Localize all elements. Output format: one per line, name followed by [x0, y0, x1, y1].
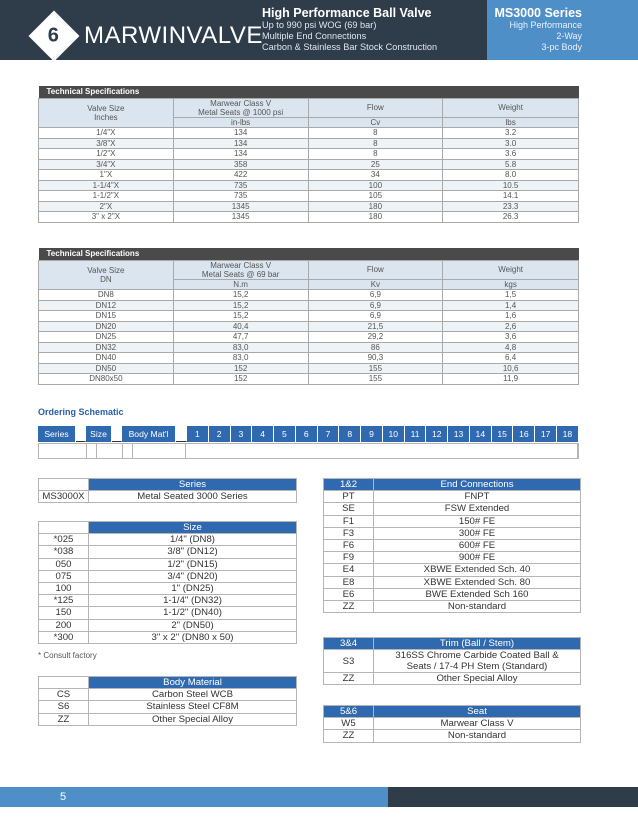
size-table: [38, 521, 297, 644]
option-row: [39, 689, 297, 701]
table-cell: 105: [308, 191, 443, 202]
option-code: ZZ: [324, 730, 374, 742]
option-row: [39, 534, 297, 546]
option-row: [324, 503, 581, 515]
table-cell: 47,7: [173, 332, 308, 343]
tech-spec-table-metric: [38, 248, 579, 385]
code-header: [39, 479, 89, 491]
table-cell: DN20: [39, 321, 174, 332]
option-row: [324, 527, 581, 539]
blank-cell: [186, 444, 578, 458]
column-header-size: Valve Size Inches: [39, 98, 174, 128]
option-header: Series: [89, 479, 297, 491]
schematic-separator: [76, 426, 86, 442]
option-header: Trim (Ball / Stem): [374, 638, 581, 650]
schematic-label: Series: [38, 426, 76, 442]
table-cell: 3.2: [443, 128, 579, 139]
option-row: [39, 582, 297, 594]
blank-cell: [123, 444, 133, 458]
logo-diamond-icon: 6: [29, 11, 80, 62]
option-row: [39, 607, 297, 619]
table-cell: 10.5: [443, 180, 579, 191]
page-number: 5: [60, 791, 67, 803]
table-cell: DN8: [39, 290, 174, 301]
table-row: [39, 332, 579, 343]
schematic-position: 12: [426, 426, 448, 442]
table-row: [39, 201, 579, 212]
option-row: [324, 576, 581, 588]
table-cell: 34: [308, 170, 443, 181]
table-caption: Technical Specifications: [39, 86, 579, 98]
column-header-flow: Flow: [308, 260, 443, 279]
table-cell: 134: [173, 138, 308, 149]
code-header: [39, 677, 89, 689]
table-cell: 3/8"X: [39, 138, 174, 149]
option-description: 300# FE: [374, 527, 581, 539]
table-cell: 3" x 2"X: [39, 212, 174, 223]
table-cell: 134: [173, 128, 308, 139]
option-code: MS3000X: [39, 491, 89, 503]
table-cell: 134: [173, 149, 308, 160]
table-cell: 1"X: [39, 170, 174, 181]
table-cell: 21,5: [308, 321, 443, 332]
option-description: 316SS Chrome Carbide Coated Ball & Seats / 17-4 PH Stem (Standard): [374, 650, 581, 673]
option-header: End Connections: [374, 479, 581, 491]
schematic-position: 8: [339, 426, 361, 442]
subtitle-line: Carbon & Stainless Bar Stock Construction: [262, 42, 438, 52]
option-row: [324, 515, 581, 527]
schematic-label: Body Mat'l: [122, 426, 176, 442]
table-cell: 358: [173, 159, 308, 170]
table-cell: 735: [173, 191, 308, 202]
option-row: [324, 650, 581, 673]
schematic-position: 17: [535, 426, 557, 442]
table-cell: 180: [308, 212, 443, 223]
schematic-position: 9: [361, 426, 383, 442]
table-cell: 26.3: [443, 212, 579, 223]
subtitle-line: Multiple End Connections: [262, 31, 367, 41]
option-description: Non-standard: [374, 730, 581, 742]
table-cell: 23.3: [443, 201, 579, 212]
table-cell: 86: [308, 342, 443, 353]
schematic-position: 5: [274, 426, 296, 442]
option-code: E8: [324, 576, 374, 588]
option-description: 900# FE: [374, 552, 581, 564]
option-code: ZZ: [324, 600, 374, 612]
column-header-flow: Flow: [308, 98, 443, 117]
option-row: [39, 491, 297, 503]
table-row: [39, 159, 579, 170]
table-cell: DN40: [39, 353, 174, 364]
option-code: F1: [324, 515, 374, 527]
table-row: [39, 300, 579, 311]
option-code: S3: [324, 650, 374, 673]
table-cell: 5.8: [443, 159, 579, 170]
table-row: [39, 321, 579, 332]
option-description: Non-standard: [374, 600, 581, 612]
table-row: [39, 191, 579, 202]
table-caption: Technical Specifications: [39, 248, 579, 260]
option-description: FNPT: [374, 491, 581, 503]
footer-right-band: [388, 787, 638, 807]
table-cell: 8: [308, 149, 443, 160]
series-table: [38, 478, 297, 503]
option-code: F3: [324, 527, 374, 539]
table-row: [39, 138, 579, 149]
brand-name: MARWINVALVE: [84, 22, 263, 49]
schematic-separator: [112, 426, 122, 442]
option-code: 100: [39, 582, 89, 594]
blank-cell: [133, 444, 187, 458]
page-title: High Performance Ball Valve: [262, 6, 432, 20]
subtitle-line: Up to 990 psi WOG (69 bar): [262, 20, 377, 30]
option-description: Carbon Steel WCB: [89, 689, 297, 701]
option-description: Other Special Alloy: [89, 713, 297, 725]
schematic-position: 13: [448, 426, 470, 442]
option-description: FSW Extended: [374, 503, 581, 515]
option-row: [39, 631, 297, 643]
unit-cell: Kv: [308, 279, 443, 290]
table-cell: 155: [308, 363, 443, 374]
table-cell: DN15: [39, 311, 174, 322]
option-description: Marwear Class V: [374, 718, 581, 730]
table-cell: 6,9: [308, 300, 443, 311]
table-row: [39, 180, 579, 191]
table-cell: 155: [308, 374, 443, 385]
table-cell: 1/2"X: [39, 149, 174, 160]
option-code: 050: [39, 558, 89, 570]
table-cell: 15,2: [173, 311, 308, 322]
table-cell: DN80x50: [39, 374, 174, 385]
body-material-table: [38, 676, 297, 726]
option-row: [39, 619, 297, 631]
table-cell: 152: [173, 374, 308, 385]
option-description: XBWE Extended Sch. 80: [374, 576, 581, 588]
schematic-position: 16: [513, 426, 535, 442]
table-cell: DN12: [39, 300, 174, 311]
schematic-separator: [176, 426, 187, 442]
option-row: [39, 558, 297, 570]
table-cell: 15,2: [173, 290, 308, 301]
table-cell: 180: [308, 201, 443, 212]
page-footer: [0, 787, 638, 807]
schematic-label: Size: [86, 426, 112, 442]
table-row: [39, 212, 579, 223]
table-cell: 3.0: [443, 138, 579, 149]
table-cell: 4,8: [443, 342, 579, 353]
tech-spec-table-imperial: [38, 86, 579, 223]
table-row: [39, 149, 579, 160]
schematic-position: 18: [557, 426, 579, 442]
trim-table: [323, 637, 581, 685]
table-cell: 3,6: [443, 332, 579, 343]
option-description: 600# FE: [374, 539, 581, 551]
table-cell: 6,9: [308, 290, 443, 301]
table-cell: 8: [308, 138, 443, 149]
option-code: W5: [324, 718, 374, 730]
table-cell: 1-1/4"X: [39, 180, 174, 191]
table-cell: 10,6: [443, 363, 579, 374]
table-row: [39, 170, 579, 181]
series-title: MS3000 Series: [494, 6, 582, 20]
table-cell: 1,6: [443, 311, 579, 322]
code-header: 3&4: [324, 638, 374, 650]
option-description: 1/2" (DN15): [89, 558, 297, 570]
option-row: [324, 718, 581, 730]
series-line: High Performance: [509, 20, 582, 30]
series-line: 3-pc Body: [541, 42, 582, 52]
code-header: 1&2: [324, 479, 374, 491]
table-cell: 2"X: [39, 201, 174, 212]
table-cell: 1,4: [443, 300, 579, 311]
table-cell: 735: [173, 180, 308, 191]
table-cell: 1345: [173, 201, 308, 212]
table-cell: 100: [308, 180, 443, 191]
option-description: 2" (DN50): [89, 619, 297, 631]
table-row: [39, 290, 579, 301]
option-description: 3/4" (DN20): [89, 570, 297, 582]
option-description: 3" x 2" (DN80 x 50): [89, 631, 297, 643]
option-row: [39, 701, 297, 713]
table-cell: 1-1/2"X: [39, 191, 174, 202]
ordering-entry-row: [38, 443, 579, 459]
option-description: 1" (DN25): [89, 582, 297, 594]
table-cell: 1,5: [443, 290, 579, 301]
table-row: [39, 311, 579, 322]
table-cell: 25: [308, 159, 443, 170]
option-header: Size: [89, 522, 297, 534]
schematic-position: 4: [252, 426, 274, 442]
option-code: E6: [324, 588, 374, 600]
unit-cell: lbs: [443, 117, 579, 128]
schematic-position: 10: [383, 426, 405, 442]
option-row: [324, 730, 581, 742]
table-cell: 83,0: [173, 353, 308, 364]
option-code: ZZ: [39, 713, 89, 725]
table-cell: 3.6: [443, 149, 579, 160]
table-cell: 83,0: [173, 342, 308, 353]
option-row: [324, 564, 581, 576]
table-cell: 40,4: [173, 321, 308, 332]
column-header-size: Valve Size DN: [39, 260, 174, 290]
option-row: [39, 570, 297, 582]
schematic-position: 14: [470, 426, 492, 442]
option-description: Stainless Steel CF8M: [89, 701, 297, 713]
table-cell: DN32: [39, 342, 174, 353]
table-cell: 1345: [173, 212, 308, 223]
table-row: [39, 128, 579, 139]
option-row: [39, 595, 297, 607]
blank-cell: [39, 444, 87, 458]
table-cell: 1/4"X: [39, 128, 174, 139]
option-header: Seat: [374, 706, 581, 718]
option-code: *125: [39, 595, 89, 607]
table-cell: 8: [308, 128, 443, 139]
option-row: [324, 673, 581, 685]
option-description: 1-1/4" (DN32): [89, 595, 297, 607]
unit-cell: N.m: [173, 279, 308, 290]
table-row: [39, 363, 579, 374]
table-row: [39, 374, 579, 385]
option-code: *025: [39, 534, 89, 546]
option-code: S6: [39, 701, 89, 713]
option-code: F6: [324, 539, 374, 551]
code-header: 5&6: [324, 706, 374, 718]
blank-cell: [97, 444, 123, 458]
option-description: Other Special Alloy: [374, 673, 581, 685]
option-code: SE: [324, 503, 374, 515]
option-description: 1-1/2" (DN40): [89, 607, 297, 619]
option-code: *038: [39, 546, 89, 558]
table-cell: DN25: [39, 332, 174, 343]
column-header-weight: Weight: [443, 98, 579, 117]
schematic-position: 15: [492, 426, 514, 442]
table-row: [39, 342, 579, 353]
table-row: [39, 353, 579, 364]
option-row: [39, 546, 297, 558]
seat-table: [323, 705, 581, 743]
option-code: *300: [39, 631, 89, 643]
unit-cell: in-lbs: [173, 117, 308, 128]
option-code: CS: [39, 689, 89, 701]
option-row: [324, 600, 581, 612]
schematic-position: 3: [231, 426, 253, 442]
option-header: Body Material: [89, 677, 297, 689]
column-header-torque: Marwear Class V Metal Seats @ 69 bar: [173, 260, 308, 279]
ordering-schematic-title: Ordering Schematic: [38, 407, 124, 417]
option-code: 075: [39, 570, 89, 582]
option-description: 150# FE: [374, 515, 581, 527]
schematic-position: 1: [187, 426, 209, 442]
option-row: [39, 713, 297, 725]
column-header-weight: Weight: [443, 260, 579, 279]
table-cell: 8.0: [443, 170, 579, 181]
ordering-schematic-bar: [38, 426, 579, 442]
table-cell: 14.1: [443, 191, 579, 202]
option-code: F9: [324, 552, 374, 564]
end-connections-table: [323, 478, 581, 613]
option-description: Metal Seated 3000 Series: [89, 491, 297, 503]
unit-cell: Cv: [308, 117, 443, 128]
option-row: [324, 491, 581, 503]
table-cell: 3/4"X: [39, 159, 174, 170]
table-cell: 29,2: [308, 332, 443, 343]
schematic-position: 11: [405, 426, 427, 442]
option-code: ZZ: [324, 673, 374, 685]
table-cell: 11,9: [443, 374, 579, 385]
brand-logo: [36, 18, 263, 54]
code-header: [39, 522, 89, 534]
option-code: 150: [39, 607, 89, 619]
unit-cell: kgs: [443, 279, 579, 290]
table-cell: 152: [173, 363, 308, 374]
option-row: [324, 552, 581, 564]
table-cell: 6,4: [443, 353, 579, 364]
table-cell: DN50: [39, 363, 174, 374]
schematic-position: 2: [209, 426, 231, 442]
option-row: [324, 539, 581, 551]
table-cell: 90,3: [308, 353, 443, 364]
option-description: BWE Extended Sch 160: [374, 588, 581, 600]
table-cell: 15,2: [173, 300, 308, 311]
option-code: PT: [324, 491, 374, 503]
schematic-position: 7: [318, 426, 340, 442]
table-cell: 2,6: [443, 321, 579, 332]
blank-cell: [87, 444, 97, 458]
option-code: 200: [39, 619, 89, 631]
option-code: E4: [324, 564, 374, 576]
option-row: [324, 588, 581, 600]
option-description: 1/4" (DN8): [89, 534, 297, 546]
series-line: 2-Way: [556, 31, 582, 41]
table-cell: 6,9: [308, 311, 443, 322]
column-header-torque: Marwear Class V Metal Seats @ 1000 psi: [173, 98, 308, 117]
option-description: 3/8" (DN12): [89, 546, 297, 558]
table-cell: 422: [173, 170, 308, 181]
consult-factory-note: * Consult factory: [38, 651, 97, 660]
option-description: XBWE Extended Sch. 40: [374, 564, 581, 576]
page-header: [0, 0, 638, 60]
footer-left-band: [0, 787, 388, 807]
schematic-position: 6: [296, 426, 318, 442]
